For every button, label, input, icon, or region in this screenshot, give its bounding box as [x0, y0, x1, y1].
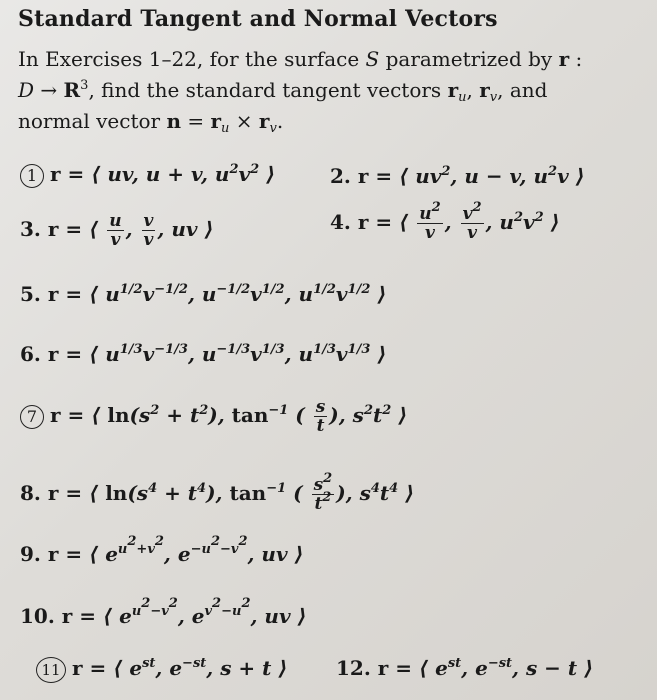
exercise-4: 4. r = ⟨ $\frac{u^2}{v}$ , $\frac{v^2}{v}$ , $u^2v^2$ ⟩ — [330, 200, 560, 243]
exercise-11: 11 r = ⟨ $e^{st}$, $e^{-st}$, s + t ⟩ — [36, 656, 287, 683]
exercise-12: 12. r = ⟨ $e^{st}$, $e^{-st}$, s − t ⟩ — [336, 656, 594, 680]
exercise-10-number: 10. — [20, 604, 55, 628]
exercise-6-number: 6. — [20, 342, 41, 366]
exercise-1: 1 r = ⟨ uv, u + v, $u^2v^2$ ⟩ — [20, 162, 275, 188]
exercise-12-number: 12. — [336, 656, 371, 680]
instructions — [18, 44, 648, 137]
section-title: Standard Tangent and Normal Vectors — [18, 6, 498, 32]
exercise-9-number: 9. — [20, 542, 41, 566]
exercise-9: 9. r = ⟨ $e^{u^2+v^2}$, $e^{-u^2-v^2}$, uv ⟩ — [20, 534, 304, 566]
exercise-2: 2. r = ⟨ $uv^2$, u − v, $u^2v$ ⟩ — [330, 164, 585, 188]
exercise-3-number: 3. — [20, 217, 41, 241]
instructions-line-3: normal vector $n = r_u \times r_v$. — [18, 109, 284, 136]
exercise-11-circled-number: 11 — [36, 657, 66, 683]
exercise-10: 10. r = ⟨ $e^{u^2-v^2}$, $e^{v^2-u^2}$, uv ⟩ — [20, 596, 307, 628]
exercise-8-number: 8. — [20, 481, 41, 505]
exercise-5: 5. r = ⟨ $u^{1/2}v^{-1/2}$, $u^{-1/2}v^{1/2}$, $u^{1/2}v^{1/2}$ ⟩ — [20, 282, 387, 306]
exercise-7: 7 r = ⟨ $\ln(s^2 + t^2)$, $\tan^{-1}$ ( $\frac{s}{t}$ ), $s^2t^2$ ⟩ — [20, 398, 407, 435]
exercise-6: 6. r = ⟨ $u^{1/3}v^{-1/3}$, $u^{-1/3}v^{1/3}$, $u^{1/3}v^{1/3}$ ⟩ — [20, 342, 387, 366]
instructions-line-2: $D \to R^3$, find the standard tangent vectors $r_u$, $r_v$, and — [18, 78, 548, 105]
exercise-2-number: 2. — [330, 164, 351, 188]
instructions-line-1: In Exercises 1–22, for the surface S parametrized by r : — [18, 47, 583, 71]
exercise-1-circled-number: 1 — [20, 164, 44, 188]
exercise-8: 8. r = ⟨ $\ln(s^4 + t^4)$, $\tan^{-1}$ ( $\frac{s^2}{t^2}$ ), $s^4t^4$ ⟩ — [20, 471, 415, 514]
exercise-3: 3. r = ⟨ $\frac{u}{v}$ , $\frac{v}{v}$ , uv ⟩ — [20, 211, 214, 250]
exercise-5-number: 5. — [20, 282, 41, 306]
exercise-7-circled-number: 7 — [20, 405, 44, 429]
exercise-4-number: 4. — [330, 210, 351, 234]
